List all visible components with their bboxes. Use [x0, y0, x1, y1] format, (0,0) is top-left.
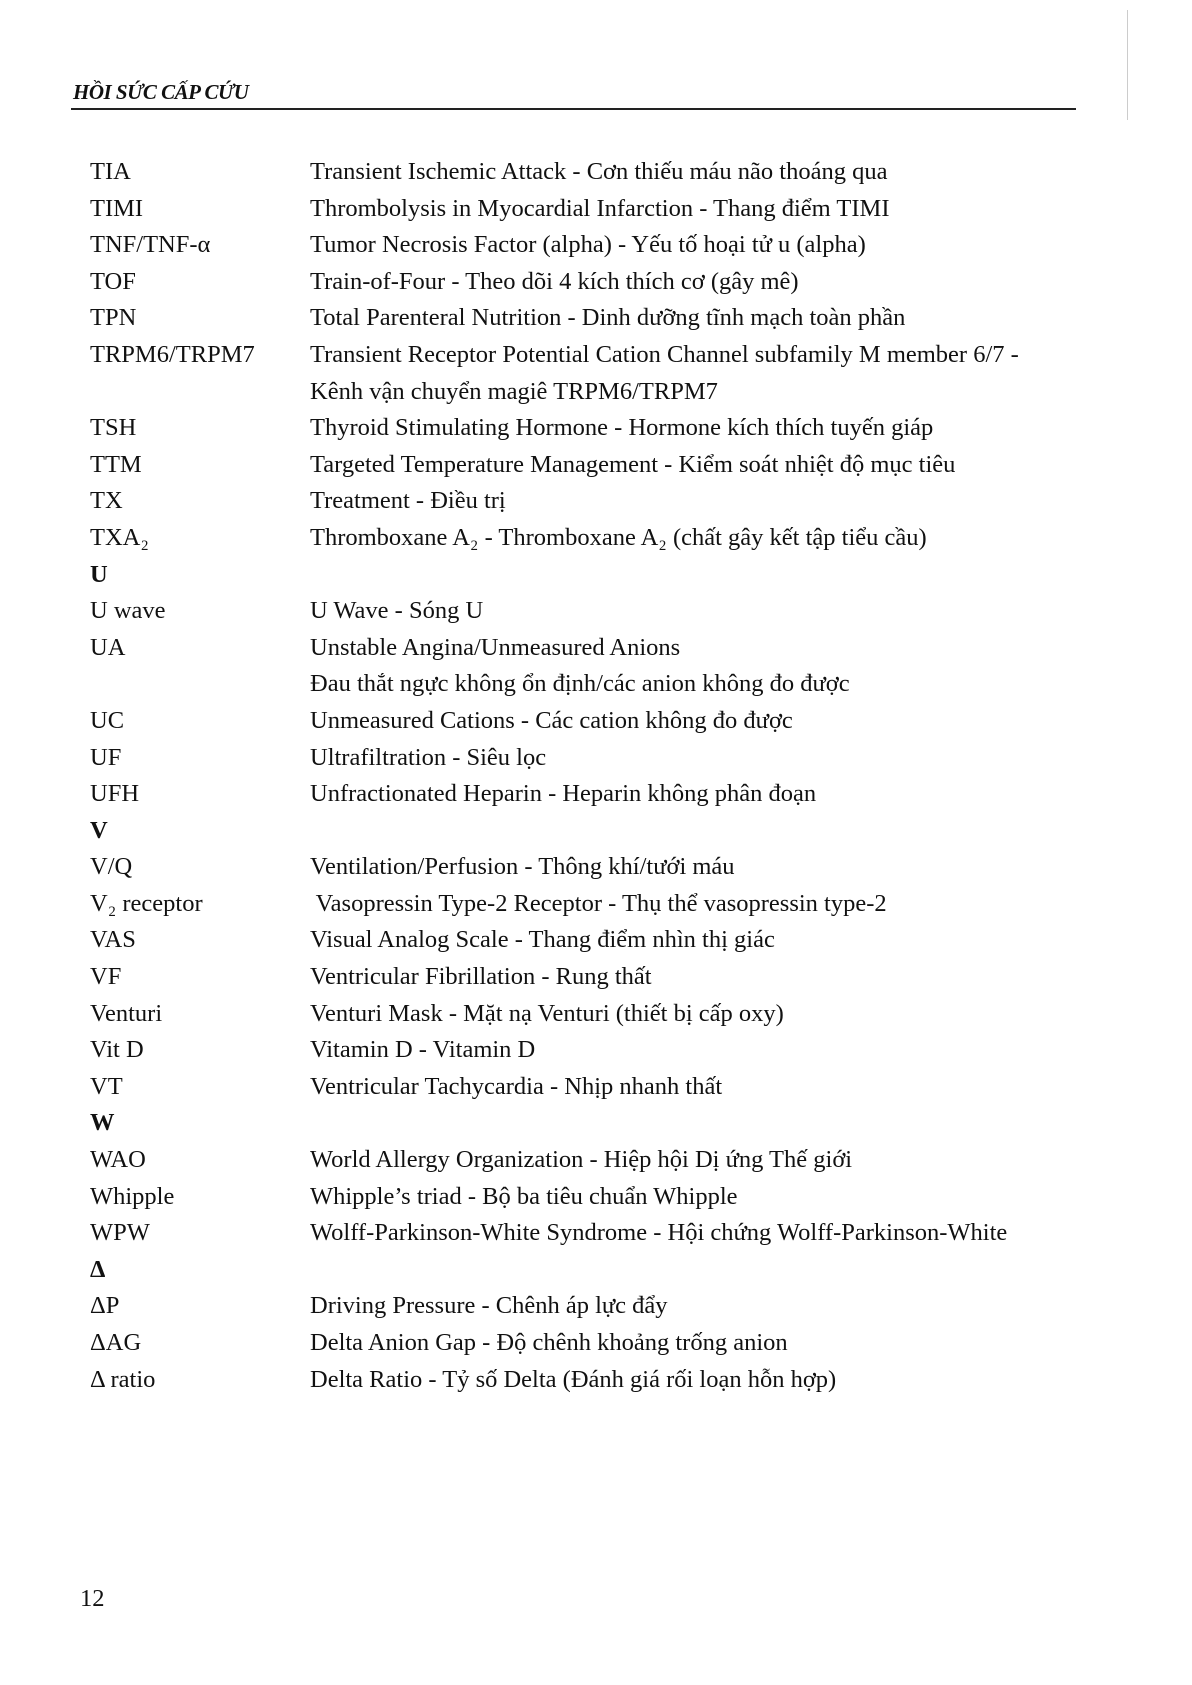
definition-line: Delta Anion Gap - Độ chênh khoảng trống anion	[310, 1329, 788, 1356]
definition-line: Thyroid Stimulating Hormone - Hormone kích thích tuyến giáp	[310, 414, 934, 442]
abbreviation-definition	[310, 1215, 1090, 1252]
abbreviation-definition	[310, 703, 1090, 740]
letter-section-heading	[90, 1252, 1090, 1289]
abbreviation-term: TX	[90, 487, 123, 515]
abbreviation-definition	[310, 593, 1090, 630]
abbreviation-definition	[310, 520, 1090, 557]
abbreviation-entry	[90, 1032, 1090, 1069]
definition-line: Transient Receptor Potential Cation Channel subfamily M member 6/7 -	[310, 340, 1019, 368]
abbreviation-definition	[310, 264, 1090, 301]
abbreviation-definition	[310, 922, 1090, 959]
definition-line: Vitamin D - Vitamin D	[310, 1036, 536, 1064]
definition-line: Ultrafiltration - Siêu lọc	[310, 743, 547, 771]
abbreviation-entry	[90, 1288, 1090, 1325]
abbreviation-definition	[310, 1362, 1090, 1399]
abbreviation-entry	[90, 740, 1090, 777]
abbreviation-entry	[90, 849, 1090, 886]
abbreviation-definition	[310, 996, 1090, 1033]
abbreviation-term: TPN	[90, 304, 137, 332]
abbreviation-entry	[90, 959, 1090, 996]
abbreviation-term: ΔP	[90, 1292, 120, 1320]
abbreviation-term: WAO	[90, 1146, 146, 1174]
definition-line: Unstable Angina/Unmeasured Anions	[310, 633, 681, 661]
definition-line: Ventricular Fibrillation - Rung thất	[310, 963, 652, 991]
abbreviation-term: Whipple	[90, 1182, 175, 1210]
abbreviation-definition	[310, 410, 1090, 447]
abbreviation-entry	[90, 1362, 1090, 1399]
abbreviation-definition	[310, 1069, 1090, 1106]
definition-line: Vasopressin Type-2 Receptor - Thụ thể vasopressin type-2	[310, 889, 887, 917]
abbreviation-definition	[310, 1325, 1090, 1362]
abbreviation-entry	[90, 300, 1090, 337]
abbreviation-term: TTM	[90, 450, 142, 478]
abbreviation-term: TXA₂	[90, 523, 149, 551]
abbreviation-entry	[90, 227, 1090, 264]
abbreviation-term: W	[90, 1109, 115, 1137]
abbreviation-definition	[310, 776, 1090, 813]
abbreviation-entry	[90, 1069, 1090, 1106]
abbreviation-definition	[310, 447, 1090, 484]
definition-line: Delta Ratio - Tỷ số Delta (Đánh giá rối loạn hỗn hợp)	[310, 1365, 837, 1393]
definition-line: Targeted Temperature Management - Kiểm soát nhiệt độ mục tiêu	[310, 450, 956, 478]
abbreviation-entry	[90, 483, 1090, 520]
definition-line: Treatment - Điều trị	[310, 487, 506, 515]
abbreviation-entry	[90, 776, 1090, 813]
definition-line: Thrombolysis in Myocardial Infarction - Thang điểm TIMI	[310, 194, 890, 222]
abbreviation-term: TIA	[90, 158, 131, 185]
definition-line: Kênh vận chuyển magiê TRPM6/TRPM7	[310, 377, 718, 405]
abbreviation-entry	[90, 886, 1090, 923]
abbreviation-entry	[90, 1215, 1090, 1252]
abbreviation-definition	[310, 1288, 1090, 1325]
abbreviation-term: Vit D	[90, 1036, 144, 1064]
abbreviation-definition	[310, 483, 1090, 520]
abbreviation-definition	[310, 886, 1090, 923]
abbreviation-entry	[90, 1142, 1090, 1179]
definition-line: Unfractionated Heparin - Heparin không phân đoạn	[310, 780, 817, 808]
definition-line: Train-of-Four - Theo dõi 4 kích thích cơ (gây mê)	[310, 267, 799, 295]
definition-line: Venturi Mask - Mặt nạ Venturi (thiết bị cấp oxy)	[310, 999, 784, 1027]
abbreviation-entry	[90, 410, 1090, 447]
letter-section-heading	[90, 1105, 1090, 1142]
abbreviation-definition	[310, 191, 1090, 228]
definition-line: Transient Ischemic Attack - Cơn thiếu máu não thoáng qua	[310, 158, 888, 185]
abbreviation-term: UF	[90, 743, 122, 771]
header-divider	[71, 108, 1076, 110]
abbreviation-definition	[310, 959, 1090, 996]
abbreviation-term: UC	[90, 706, 125, 734]
abbreviation-term: UFH	[90, 780, 140, 808]
abbreviation-term: V₂ receptor	[90, 889, 203, 917]
abbreviation-entry	[90, 996, 1090, 1033]
abbreviation-term: UA	[90, 633, 126, 661]
abbreviation-term: TNF/TNF-α	[90, 231, 211, 259]
abbreviation-definition	[310, 740, 1090, 777]
abbreviation-term: V/Q	[90, 853, 133, 881]
definition-line: Unmeasured Cations - Các cation không đo được	[310, 706, 793, 734]
abbreviation-term: Δ	[90, 1255, 106, 1283]
abbreviation-definition	[310, 1032, 1090, 1069]
abbreviation-term: TRPM6/TRPM7	[90, 340, 255, 368]
abbreviation-entry	[90, 337, 1090, 410]
abbreviation-term: U	[90, 560, 108, 588]
abbreviation-term: VF	[90, 963, 122, 991]
definition-line: Whipple’s triad - Bộ ba tiêu chuẩn Whipple	[310, 1182, 738, 1210]
abbreviation-definition	[310, 557, 1090, 594]
abbreviation-term: VT	[90, 1072, 123, 1100]
abbreviation-entry	[90, 154, 1090, 191]
abbreviation-definition	[310, 1252, 1090, 1289]
abbreviation-term: TSH	[90, 414, 137, 442]
page-number: 12	[80, 1585, 105, 1612]
abbreviation-list	[90, 154, 1090, 1398]
abbreviation-entry	[90, 1325, 1090, 1362]
abbreviation-entry	[90, 264, 1090, 301]
abbreviation-definition	[310, 1105, 1090, 1142]
abbreviation-entry	[90, 447, 1090, 484]
letter-section-heading	[90, 557, 1090, 594]
abbreviation-definition	[310, 630, 1090, 703]
abbreviation-definition	[310, 813, 1090, 850]
abbreviation-entry	[90, 520, 1090, 557]
running-header-title: HỒI SỨC CẤP CỨU	[73, 80, 249, 104]
definition-line: Ventilation/Perfusion - Thông khí/tưới máu	[310, 853, 735, 881]
abbreviation-entry	[90, 703, 1090, 740]
abbreviation-term: TOF	[90, 267, 136, 295]
abbreviation-definition	[310, 337, 1090, 410]
definition-line: Total Parenteral Nutrition - Dinh dưỡng tĩnh mạch toàn phần	[310, 304, 906, 332]
definition-line: Visual Analog Scale - Thang điểm nhìn thị giác	[310, 926, 775, 954]
abbreviation-term: U wave	[90, 597, 166, 625]
abbreviation-term: VAS	[90, 926, 136, 954]
abbreviation-entry	[90, 593, 1090, 630]
abbreviation-definition	[310, 849, 1090, 886]
definition-line: Thromboxane A₂ - Thromboxane A₂ (chất gây kết tập tiểu cầu)	[310, 523, 927, 551]
definition-line: Wolff-Parkinson-White Syndrome - Hội chứng Wolff-Parkinson-White	[310, 1219, 1008, 1247]
definition-line: World Allergy Organization - Hiệp hội Dị ứng Thế giới	[310, 1146, 853, 1174]
abbreviation-definition	[310, 300, 1090, 337]
abbreviation-entry	[90, 922, 1090, 959]
abbreviation-definition	[310, 227, 1090, 264]
definition-line: Tumor Necrosis Factor (alpha) - Yếu tố hoại tử u (alpha)	[310, 231, 866, 259]
letter-section-heading	[90, 813, 1090, 850]
abbreviation-term: Δ ratio	[90, 1365, 156, 1393]
abbreviation-term: WPW	[90, 1219, 150, 1247]
definition-line: Ventricular Tachycardia - Nhịp nhanh thất	[310, 1072, 723, 1100]
definition-line: Driving Pressure - Chênh áp lực đẩy	[310, 1292, 668, 1320]
definition-line: U Wave - Sóng U	[310, 597, 484, 625]
abbreviation-term: V	[90, 816, 108, 844]
abbreviation-entry	[90, 630, 1090, 703]
abbreviation-term: TIMI	[90, 194, 144, 222]
abbreviation-definition	[310, 1179, 1090, 1216]
abbreviation-entry	[90, 191, 1090, 228]
abbreviation-definition	[310, 1142, 1090, 1179]
scan-edge-mark	[1127, 10, 1128, 120]
definition-line: Đau thắt ngực không ổn định/các anion không đo được	[310, 670, 850, 698]
abbreviation-entry	[90, 1179, 1090, 1216]
abbreviation-term: ΔAG	[90, 1329, 142, 1356]
abbreviation-definition	[310, 154, 1090, 191]
abbreviation-term: Venturi	[90, 999, 163, 1027]
